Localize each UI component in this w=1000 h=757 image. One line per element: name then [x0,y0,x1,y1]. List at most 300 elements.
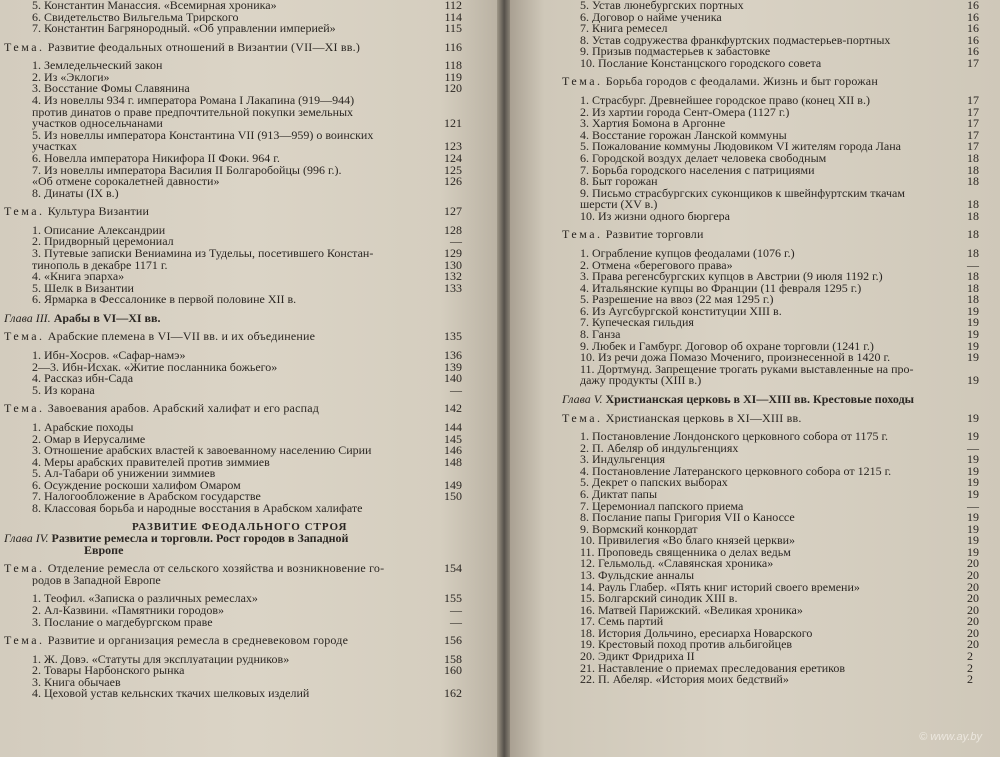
toc-entry-title: 4. Восстание горожан Ланской коммуны [580,129,787,142]
toc-page-number: 136 [444,348,462,363]
toc-entry-title: 9. Вормский конкордат [580,523,698,536]
toc-topic-heading [562,229,1000,241]
toc-page-number: 20 [967,602,979,617]
toc-entry-title: 18. История Дольчино, ересиарха Новарского [580,627,813,640]
toc-topic-heading [4,39,500,54]
toc-entry-title: 4. Цеховой устав кельнских ткачих шелковых изделий [32,688,310,701]
toc-entry-title: 5. Пожалование коммуны Людовиком VI жителям города Лана [580,141,901,153]
toc-entry-title: 6. Диктат папы [580,488,658,501]
toc-entry [562,104,1000,119]
toc-page-number: 18 [967,280,979,295]
toc-entry [562,0,1000,12]
toc-page-number: 139 [444,359,462,374]
toc-entry-continuation [4,118,500,130]
toc-entry [4,614,500,629]
toc-entry-title: 5. Шелк в Византии [32,282,134,295]
toc-entry [562,32,1000,47]
toc-page-number: 17 [967,93,979,108]
toc-page-number: — [967,257,979,272]
toc-entry [4,60,500,72]
toc-page-number: 18 [967,150,979,165]
toc-entry [562,660,1000,675]
toc-entry-title: «Об отмене сорокалетней давности» [32,176,220,188]
toc-entry [562,364,1000,376]
toc-entry-title: 6. Осуждение роскоши халифом Омаром [32,479,241,492]
toc-entry [4,477,500,492]
toc-heading-title: Завоевания арабов. Арабский халифат и его распад [44,403,320,415]
toc-entry [4,280,500,295]
toc-page-number: 19 [967,463,979,478]
toc-page-number: — [450,234,462,249]
right-page [510,0,1000,757]
toc-page-number: 112 [444,0,462,12]
toc-entry-title: Европе [84,544,124,557]
toc-entry-title: 7. Константин Багрянородный. «Об управлении империей» [32,23,336,35]
toc-page-number: 129 [444,245,462,260]
toc-entry [562,651,1000,663]
toc-topic-heading [4,563,500,575]
toc-page-number: 17 [967,139,979,154]
toc-entry-title: 1. Арабские походы [32,421,134,434]
toc-page-number: 162 [444,686,462,701]
spacer [4,396,500,403]
toc-entry-title: 15. Болгарский синодик XIII в. [580,593,738,605]
toc-entry-title: 1. Земледельческий закон [32,60,163,72]
toc-entry-title: 1. Страсбург. Древнейшее городское право (конец XII в.) [580,95,870,107]
toc-entry [4,491,500,503]
toc-chapter-heading [562,394,1000,406]
toc-entry-title: 5. Декрет о папских выборах [580,477,728,489]
toc-entry-title: 1. Теофил. «Записка о различных ремеслах» [32,593,258,606]
toc-page-number: 20 [967,637,979,652]
spacer [4,415,500,422]
toc-entry-title: 6. Свидетельство Вильгельма Трирского [32,11,239,24]
toc-entry [562,150,1000,165]
toc-entry [562,352,1000,364]
toc-heading-label: Глава III. [4,312,51,325]
toc-chapter-heading-continuation [4,545,500,557]
toc-topic-heading [562,76,1000,88]
toc-page-number: 2 [967,649,973,664]
toc-entry-title: 4. Меры арабских правителей против зиммиев [32,456,270,469]
toc-entry-title: участках [32,141,77,153]
toc-entry-title: 13. Фульдские анналы [580,570,695,582]
toc-entry [562,46,1000,58]
toc-page-number: 16 [967,9,979,24]
toc-heading-text [4,403,416,415]
toc-heading-title: Развитие феодальных отношений в Византии (VII—XI вв.) [44,41,361,54]
toc-page-number: 123 [444,139,462,154]
toc-page-number: 126 [444,174,462,189]
toc-entry [4,130,500,142]
toc-entry-title: 10. Привилегия «Во благо князей церкви» [580,535,796,547]
toc-page-number: 17 [967,104,979,119]
toc-entry [4,271,500,283]
toc-entry-title: 2. Из хартии города Сент-Омера (1127 г.) [580,106,790,119]
toc-entry [562,280,1000,295]
toc-entry [4,503,500,515]
toc-entry-title: 8. Быт горожан [580,176,658,188]
toc-entry-title: 4. Итальянские купцы во Франции (11 февраля 1295 г.) [580,282,862,295]
toc-entry-title: 5. Константин Манассия. «Всемирная хроника» [32,0,277,12]
toc-entry [4,468,500,480]
toc-entry-continuation [562,199,1000,211]
toc-entry-title: 1. Ж. Довэ. «Статуты для эксплуатации рудников» [32,653,290,666]
toc-heading-label: Глава IV. [4,533,49,545]
toc-page-number: 18 [967,245,979,260]
toc-entry-title: 3. Отношение арабских властей к завоеванному населению Сирии [32,445,372,457]
toc-entry [562,512,1000,524]
toc-page-number: — [450,603,462,618]
toc-entry-title: 6. Договор о найме ученика [580,11,722,24]
toc-page-number: 20 [967,568,979,583]
toc-page-number: 18 [967,269,979,284]
spacer [4,218,500,225]
toc-entry-title: 7. Купеческая гильдия [580,317,694,330]
toc-page-number: 144 [444,419,462,434]
toc-heading-label: Глава V. [562,393,603,406]
toc-entry-title: 2. Отмена «берегового права» [580,259,733,272]
toc-entry [4,359,500,374]
spacer [4,199,500,206]
toc-heading-text [562,394,962,406]
toc-heading-text [4,206,416,218]
spacer [4,556,500,563]
toc-entry-title: 8. Устав содружества франкфуртских подмастерьев-портных [580,34,891,47]
toc-entry-title: 11. Проповедь священника о делах ведьм [580,546,791,559]
toc-page-number: 16 [967,21,979,36]
toc-entry [562,127,1000,142]
toc-entry [4,350,500,362]
toc-entry [562,257,1000,272]
spacer [562,88,1000,95]
toc-heading-label: Тема. [4,331,45,344]
toc-entry [4,245,500,260]
toc-heading-text [562,413,962,425]
toc-page-number: 19 [967,486,979,501]
toc-entry [562,329,1000,341]
toc-heading-title: Развитие ремесла и торговли. Рост городов в Западной [48,533,349,545]
toc-page-number: — [450,382,462,397]
toc-entry-title: 1. Ограбление купцов феодалами (1076 г.) [580,247,795,260]
toc-entry [4,373,500,385]
toc-entry [4,83,500,95]
toc-page-number: 18 [967,162,979,177]
toc-entry [562,188,1000,200]
toc-entry [4,0,500,12]
toc-heading-title: Развитие и организация ремесла в средневековом городе [44,635,349,647]
toc-topic-heading [4,206,500,218]
toc-entry-title: 2. Из «Эклоги» [32,71,110,84]
toc-heading-label: Тема. [4,403,45,415]
toc-entry-title: 9. Призыв подмастерьев к забастовке [580,46,771,58]
toc-page-number: 127 [444,204,462,219]
toc-page-number: 142 [444,401,462,416]
toc-heading-label: Тема. [4,41,45,54]
toc-entry-title: 19. Крестовый поход против альбигойцев [580,639,793,652]
toc-entry-title: 5. Ал-Табари об унижении зиммиев [32,468,216,480]
toc-entry [4,95,500,107]
toc-entry [562,317,1000,329]
toc-heading-text [562,229,962,241]
toc-heading-label: Тема. [562,229,603,241]
toc-page-number: 2 [967,672,973,687]
toc-heading-title: Развитие торговли [602,229,704,241]
toc-entry-title: 3. Хартия Бомона в Аргонне [580,118,726,130]
toc-page-number: 18 [967,197,979,212]
toc-entry-continuation [562,375,1000,387]
toc-entry-title: 6. Городской воздух делает человека свободным [580,152,827,165]
toc-page-number: 114 [444,9,462,24]
toc-page-number: 115 [444,21,462,36]
toc-page-number: 155 [444,591,462,606]
toc-entry [562,558,1000,570]
toc-entry-title: шерсти (XV в.) [580,199,658,211]
toc-page-number: 148 [444,454,462,469]
toc-entry [4,665,500,677]
toc-entry-continuation [4,141,500,153]
toc-entry-title: 7. Налогообложение в Арабском государстве [32,491,261,503]
toc-page-number: — [967,498,979,513]
toc-entry-title: 10. Из речи дожа Помазо Мочениго, произнесенной в 1420 г. [580,352,891,364]
toc-page-number: 20 [967,591,979,606]
toc-entry [562,141,1000,153]
toc-heading-label: Тема. [562,412,603,425]
toc-page-number: 19 [967,475,979,490]
toc-entry-title: дажу продукты (XIII в.) [580,375,702,387]
toc-entry-title: 3. Индульгенция [580,454,666,466]
toc-heading-text [4,331,416,343]
toc-heading-text [4,42,416,54]
spacer [4,586,500,593]
toc-heading-text [562,76,962,88]
toc-page-number: 133 [444,280,462,295]
toc-entry-title: 9. Письмо страсбургских суконщиков к швейнфуртским ткачам [580,187,905,200]
toc-page-number: 154 [444,561,462,576]
toc-page-number: 19 [967,338,979,353]
toc-entry-title: 6. Ярмарка в Фессалонике в первой половине XII в. [32,294,297,306]
toc-list-right [510,0,1000,686]
toc-entry-title: 2. П. Абеляр об индульгенциях [580,442,739,455]
toc-heading-title: Борьба городов с феодалами. Жизнь и быт горожан [602,76,878,89]
toc-entry [4,23,500,35]
toc-page-number: 17 [967,127,979,142]
toc-entry [4,431,500,446]
toc-page-number: 17 [967,55,979,70]
toc-entry [562,431,1000,443]
toc-heading-label: Тема. [4,635,45,647]
toc-entry-title: 22. П. Абеляр. «История моих бедствий» [580,674,789,686]
toc-entry-title: РАЗВИТИЕ ФЕОДАЛЬНОГО СТРОЯ [132,521,348,533]
spacer [4,53,500,60]
toc-entry-title: 6. Из Аугсбургской конституции XIII в. [580,305,782,318]
toc-entry-title: 4. Из новеллы 934 г. императора Романа I Лакапина (919—944) [32,95,355,107]
toc-entry [562,639,1000,651]
toc-entry [562,602,1000,617]
toc-entry [4,69,500,84]
toc-page-number: 16 [967,44,979,59]
toc-heading-title: Арабские племена в VI—VII вв. и их объединение [44,331,316,344]
toc-entry [4,593,500,605]
toc-entry [4,236,500,248]
spacer [562,387,1000,394]
toc-page-number: 20 [967,625,979,640]
toc-entry-title: участков односельчанами [32,118,163,130]
toc-heading-text [4,635,416,647]
toc-entry-title: против динатов о праве предпочтительной покупки земельных [32,106,354,119]
toc-entry [562,463,1000,478]
toc-page-number: 19 [967,510,979,525]
toc-entry-title: 7. Из новеллы императора Василия II Болгаробойцы (996 г.). [32,164,342,177]
toc-page-number: 135 [444,329,462,344]
toc-entry [562,338,1000,353]
toc-heading-text [4,313,416,325]
toc-entry-title: 16. Матвей Парижский. «Великая хроника» [580,604,803,617]
toc-entry-title: 3. Послание о магдебургском праве [32,616,213,629]
spacer [4,324,500,331]
toc-page-number: 124 [444,150,462,165]
toc-entry-title: 8. Послание папы Григория VII о Каноссе [580,512,795,524]
toc-entry [562,23,1000,35]
toc-entry [4,688,500,700]
toc-entry-title: 5. Из корана [32,384,95,397]
toc-entry-title: родов в Западной Европе [32,574,161,587]
spacer [4,343,500,350]
toc-page-number: 19 [967,315,979,330]
toc-page-number: 19 [967,544,979,559]
toc-entry [4,294,500,306]
toc-entry [562,535,1000,547]
toc-page-number: 19 [967,429,979,444]
toc-entry [562,271,1000,283]
toc-entry-title: 14. Рауль Глабер. «Пять книг историй своего времени» [580,581,860,594]
toc-page-number: 16 [967,0,979,12]
toc-page-number: 128 [444,222,462,237]
toc-page-number: 120 [444,81,462,96]
toc-heading-title: Отделение ремесла от сельского хозяйства и возникновение го- [44,563,385,575]
toc-entry-title: 1. Ибн-Хосров. «Сафар-намэ» [32,350,186,362]
toc-entry-continuation [4,575,500,587]
toc-page-number: 140 [444,371,462,386]
toc-entry [4,454,500,469]
toc-heading-title: Христианская церковь в XI—XIII вв. [602,412,802,425]
toc-entry [562,95,1000,107]
toc-entry [562,208,1000,223]
toc-entry [562,162,1000,177]
toc-entry-title: 4. «Книга эпарха» [32,271,125,283]
spacer [4,628,500,635]
toc-page-number: — [967,440,979,455]
toc-entry [562,294,1000,306]
spacer [562,69,1000,76]
toc-page-number: 19 [967,533,979,548]
toc-entry-title: 17. Семь партий [580,616,664,628]
toc-entry-title: 3. Права регенсбургских купцов в Австрии (9 июля 1192 г.) [580,271,883,283]
toc-page-number: 18 [967,174,979,189]
toc-page-number: 19 [967,410,979,425]
toc-page-number: 19 [967,350,979,365]
toc-page-number: 149 [444,477,462,492]
toc-entry-title: 7. Книга ремесел [580,23,668,35]
toc-heading-label: Тема. [4,563,45,575]
toc-section-heading [4,522,500,534]
toc-entry [562,625,1000,640]
toc-entry-title: 5. Из новеллы императора Константина VII (913—959) о воинских [32,129,374,142]
toc-page-number: 119 [444,69,462,84]
toc-entry-continuation [4,176,500,188]
toc-chapter-heading [4,533,500,545]
toc-entry [562,454,1000,466]
toc-entry-title: 10. Из жизни одного бюргера [580,210,730,223]
watermark: © www.ay.by [919,731,982,743]
spacer [562,424,1000,431]
toc-entry-title: 7. Церемониал папского приема [580,500,744,513]
toc-page-number: 130 [444,257,462,272]
toc-entry-title: 5. Устав люнебургских портных [580,0,744,12]
toc-page-number: 146 [444,443,462,458]
toc-entry [562,440,1000,455]
toc-page-number: 19 [967,303,979,318]
toc-entry-title: 1. Постановление Лондонского церковного собора от 1175 г. [580,431,889,443]
toc-page-number: 118 [444,58,462,73]
toc-entry-title: 1. Описание Александрии [32,224,166,237]
toc-entry-title: 12. Гельмольд. «Славянская хроника» [580,558,774,571]
toc-entry [4,222,500,237]
toc-entry [562,593,1000,605]
toc-entry-title: 3. Путевые записки Вениамина из Тудельы, посетившего Констан- [32,247,374,260]
toc-entry-title: 2. Омар в Иерусалиме [32,433,146,446]
toc-page-number: 18 [967,292,979,307]
spacer [4,306,500,313]
toc-heading-text [4,563,416,575]
toc-page-number: 19 [967,373,979,388]
toc-heading-title: Христианская церковь в XI—XIII вв. Крестовые походы [602,393,915,406]
toc-entry-title: 2. Придворный церемониал [32,236,174,248]
toc-page-number: 160 [444,663,462,678]
toc-entry-continuation [4,107,500,119]
spacer [4,515,500,522]
toc-entry [562,521,1000,536]
toc-entry-title: тинополь в декабре 1171 г. [32,259,168,272]
toc-entry [562,245,1000,260]
toc-entry [562,477,1000,489]
toc-page-number: 20 [967,556,979,571]
toc-entry [4,651,500,666]
toc-page-number: 145 [444,431,462,446]
toc-entry-title: 8. Классовая борьба и народные восстания в Арабском халифате [32,502,363,515]
spacer [562,241,1000,248]
toc-entry [562,570,1000,582]
toc-entry-title: 4. Постановление Латеранского церковного собора от 1215 г. [580,465,892,478]
toc-heading-label: Тема. [4,206,45,218]
toc-heading-text [4,533,416,545]
toc-entry [562,674,1000,686]
toc-topic-heading [4,635,500,647]
toc-entry-title: 21. Наставление о приемах преследования еретиков [580,662,846,675]
toc-entry-title: 2. Ал-Казвини. «Памятники городов» [32,605,224,617]
toc-entry [562,544,1000,559]
toc-page-number: 158 [444,651,462,666]
toc-page-number: 18 [967,208,979,223]
toc-entry [4,605,500,617]
toc-entry [562,616,1000,628]
toc-entry [562,498,1000,513]
toc-entry-title: 6. Новелла императора Никифора II Фоки. 964 г. [32,152,280,165]
toc-entry [562,55,1000,70]
toc-entry-title: 11. Дортмунд. Запрещение трогать руками выставленные на про- [580,363,914,376]
toc-entry-title: 7. Борьба городского населения с патрициями [580,164,815,177]
spacer [4,647,500,654]
